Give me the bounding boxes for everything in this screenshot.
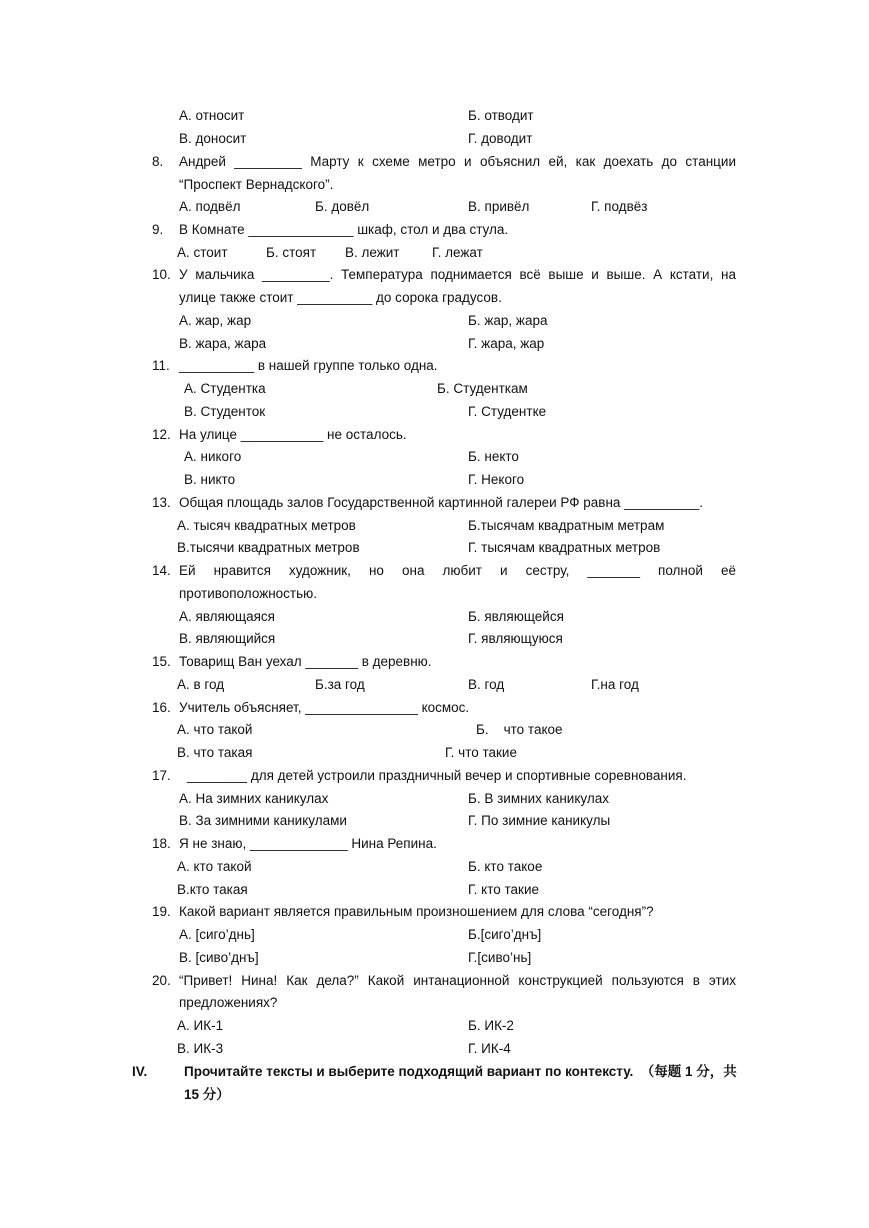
q18-option-b: Б. кто такое <box>468 859 543 874</box>
q13-text: Общая площадь залов Государственной картинной галереи РФ равна __________. <box>179 495 704 510</box>
q16-option-d: Г. что такие <box>445 745 517 760</box>
q14-text-line2: противоположностью. <box>179 586 318 601</box>
q8-option-b: Б. довёл <box>315 199 370 214</box>
q10-option-b: Б. жар, жара <box>468 313 548 328</box>
q9-text: В Комнате ______________ шкаф, стол и два стула. <box>179 222 509 237</box>
q14-option-c: В. являющийся <box>179 631 276 646</box>
q13-option-d: Г. тысячам квадратных метров <box>468 540 661 555</box>
q9-option-a: А. стоит <box>177 245 228 260</box>
q13-option-a: А. тысяч квадратных метров <box>177 518 356 533</box>
q11-option-c: В. Студенток <box>184 404 266 419</box>
q18-option-d: Г. кто такие <box>468 882 540 897</box>
q20-option-a: А. ИК-1 <box>177 1018 224 1033</box>
q13-option-c: В.тысячи квадратных метров <box>177 540 360 555</box>
q13-option-b: Б.тысячам квадратным метрам <box>468 518 665 533</box>
q14-option-a: А. являющаяся <box>179 609 275 624</box>
q9-number: 9. <box>152 222 164 237</box>
q10-text-line1: У мальчика _________. Температура поднимается всё выше и выше. А кстати, на <box>179 267 736 282</box>
q20-option-d: Г. ИК-4 <box>468 1041 511 1056</box>
q7-option-d: Г. доводит <box>468 131 533 146</box>
q18-option-c: В.кто такая <box>177 882 248 897</box>
q11-number: 11. <box>152 358 170 373</box>
q11-option-a: А. Студентка <box>184 381 266 396</box>
q19-option-c: В. [сиво’днъ] <box>179 950 259 965</box>
q12-option-c: В. никто <box>184 472 236 487</box>
q11-option-b: Б. Студенткам <box>437 381 528 396</box>
q17-option-a: А. На зимних каникулах <box>179 791 329 806</box>
q15-text: Товарищ Ван уехал _______ в деревню. <box>179 654 432 669</box>
q20-option-b: Б. ИК-2 <box>468 1018 514 1033</box>
q15-number: 15. <box>152 654 171 669</box>
q10-option-a: А. жар, жар <box>179 313 252 328</box>
section-number: IV. <box>132 1064 148 1079</box>
q20-number: 20. <box>152 973 171 988</box>
q18-option-a: А. кто такой <box>177 859 252 874</box>
q12-option-a: А. никого <box>184 449 242 464</box>
q19-text: Какой вариант является правильным произношением для слова “сегодня”? <box>179 904 654 919</box>
q8-number: 8. <box>152 154 164 169</box>
q17-option-b: Б. В зимних каникулах <box>468 791 609 806</box>
q13-number: 13. <box>152 495 171 510</box>
q9-option-d: Г. лежат <box>432 245 483 260</box>
q11-text: __________ в нашей группе только одна. <box>179 358 438 373</box>
q9-option-c: В. лежит <box>345 245 400 260</box>
q15-option-d: Г.на год <box>591 677 639 692</box>
q19-option-a: А. [сиго’днь] <box>179 927 255 942</box>
q7-option-a: А. относит <box>179 108 245 123</box>
q17-text: ________ для детей устроили праздничный вечер и спортивные соревнования. <box>187 768 687 783</box>
q16-option-b: Б. что такое <box>476 722 563 737</box>
q8-text-line1: Андрей _________ Марту к схеме метро и объяснил ей, как доехать до станции <box>179 154 736 169</box>
q14-text-line1: Ей нравится художник, но она любит и сестру, _______ полной её <box>179 563 736 578</box>
q15-option-c: В. год <box>468 677 505 692</box>
q17-option-d: Г. По зимние каникулы <box>468 813 611 828</box>
q8-option-d: Г. подвёз <box>591 199 648 214</box>
q10-option-c: В. жара, жара <box>179 336 267 351</box>
q20-text-line1: “Привет! Нина! Как дела?” Какой интанационной конструкцией пользуются в этих <box>179 973 736 988</box>
q10-number: 10. <box>152 267 171 282</box>
q9-option-b: Б. стоят <box>266 245 317 260</box>
q12-option-d: Г. Некого <box>468 472 525 487</box>
q16-option-a: А. что такой <box>177 722 253 737</box>
q7-option-c: В. доносит <box>179 131 247 146</box>
q8-text-line2: “Проспект Вернадского”. <box>179 177 334 192</box>
q11-option-d: Г. Студентке <box>468 404 547 419</box>
q14-option-b: Б. являющейся <box>468 609 564 624</box>
q19-number: 19. <box>152 904 171 919</box>
q18-number: 18. <box>152 836 171 851</box>
q16-text: Учитель объясняет, _______________ космос. <box>179 700 470 715</box>
q12-text: На улице ___________ не осталось. <box>179 427 407 442</box>
q19-option-d: Г.[сиво’нь] <box>468 950 532 965</box>
q10-text-line2: улице также стоит __________ до сорока градусов. <box>179 290 502 305</box>
q16-number: 16. <box>152 700 171 715</box>
q14-option-d: Г. являющуюся <box>468 631 563 646</box>
q10-option-d: Г. жара, жар <box>468 336 545 351</box>
q12-number: 12. <box>152 427 171 442</box>
q7-option-b: Б. отводит <box>468 108 534 123</box>
q8-option-c: В. привёл <box>468 199 530 214</box>
q15-option-b: Б.за год <box>315 677 365 692</box>
q17-number: 17. <box>152 768 171 783</box>
q14-number: 14. <box>152 563 171 578</box>
section-heading-line1: Прочитайте тексты и выберите подходящий вариант по контексту. （每题 1 分，共 <box>184 1064 737 1079</box>
q18-text: Я не знаю, _____________ Нина Репина. <box>179 836 437 851</box>
q20-option-c: В. ИК-3 <box>177 1041 224 1056</box>
section-heading-line2: 15 分） <box>184 1087 230 1102</box>
q19-option-b: Б.[сиго’днъ] <box>468 927 542 942</box>
q8-option-a: А. подвёл <box>179 199 241 214</box>
q12-option-b: Б. некто <box>468 449 519 464</box>
q20-text-line2: предложениях? <box>179 995 278 1010</box>
q15-option-a: А. в год <box>177 677 225 692</box>
q16-option-c: В. что такая <box>177 745 253 760</box>
q17-option-c: В. За зимними каникулами <box>179 813 347 828</box>
